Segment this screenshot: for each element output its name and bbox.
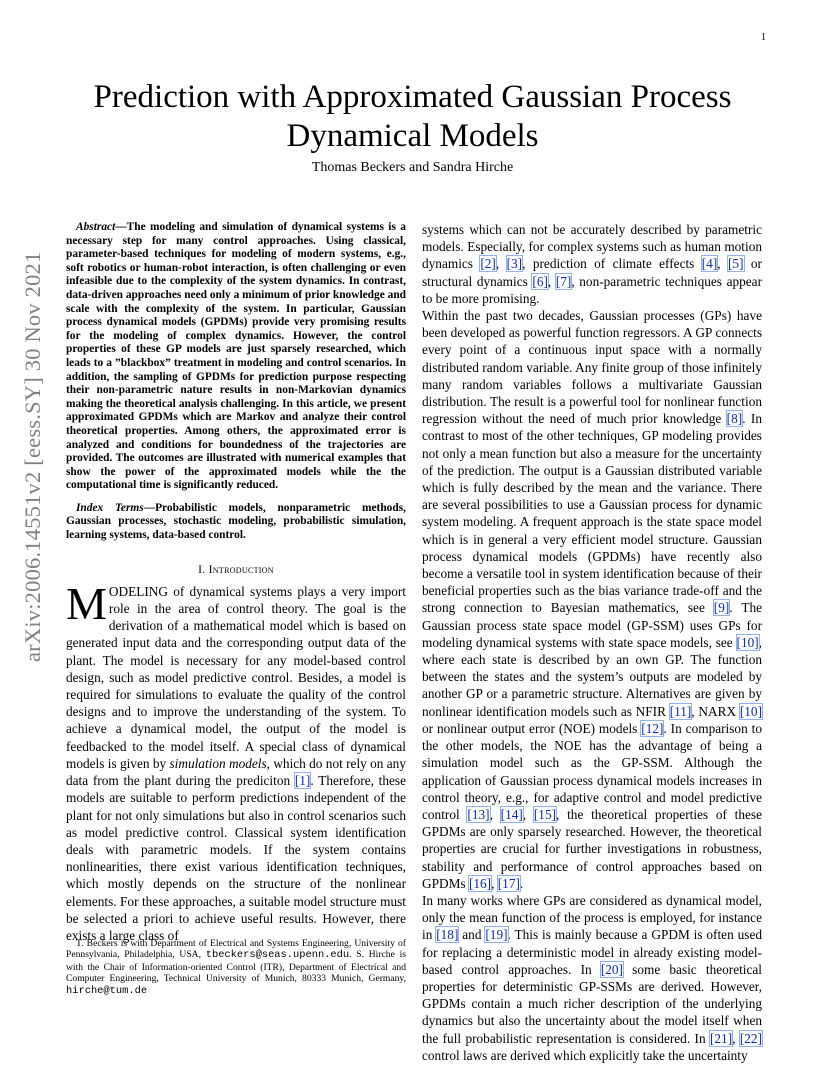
page-number: 1 (761, 32, 766, 43)
citation-link[interactable]: [16] (468, 875, 492, 891)
citation-link[interactable]: [7] (555, 273, 572, 289)
left-column (66, 221, 406, 944)
intro-smallcaps: ODELING (108, 583, 168, 599)
email-link[interactable]: tbeckers@seas.upenn.edu (205, 949, 350, 962)
right-column (422, 221, 762, 1064)
arxiv-identifier: arXiv:2006.14551v2 [eess.SY] 30 Nov 2021 (20, 251, 45, 662)
abstract (66, 221, 406, 493)
citation-link[interactable]: [6] (532, 273, 548, 289)
authors: Thomas Beckers and Sandra Hirche (311, 160, 514, 175)
paper-title: Prediction with Approximated Gaussian Process Dynamical Models (93, 79, 732, 154)
citation-link[interactable]: [11] (669, 703, 692, 719)
section-heading-introduction: I. Introduction (198, 562, 274, 576)
citation-link[interactable]: [22] (739, 1030, 762, 1046)
emphasis-simulation-models: simulation models (169, 755, 267, 771)
citation-link[interactable]: [2] (480, 256, 496, 272)
citation-link[interactable]: [9] (713, 600, 730, 616)
citation-link[interactable]: [4] (701, 256, 718, 272)
citation-link[interactable]: [10] (739, 703, 762, 719)
abstract-text: —The modeling and simulation of dynamical systems is a necessary step for many control approaches. Using classical, parameter-based techniques for modeling of modern systems, e.g., soft robotics or human-robot interaction, is often challenging or even infeasible due to the complexity of the system dynamics. In contrast, data-driven approaches need only a minimum of prior knowledge and scale with the complexity of the system. In particular, Gaussian process dynamical models (GPDMs) provide very promising results for the modeling of complex dynamics. However, the control properties of these GP models are just sparsely researched, which leads to a ”blackbox” treatment in modeling and control scenarios. In addition, the sampling of GPDMs for prediction purpose respecting their non-parametric nature results in non-Markovian dynamics making the theoretical analysis challenging. In this article, we present approximated GPDMs which are Markov and analyze their control theoretical properties. Among others, the approximated error is analyzed and conditions for boundedness of the trajectories are provided. The outcomes are illustrated with numerical examples that show the power of the approximated models while the the computational time is significantly reduced. (66, 221, 406, 492)
citation-link[interactable]: [17] (497, 875, 520, 891)
citation-link[interactable]: [3] (506, 256, 523, 272)
email-link[interactable]: hirche@tum.de (66, 984, 148, 997)
index-terms (66, 502, 406, 543)
citation-link[interactable]: [8] (726, 411, 743, 427)
index-terms-text: —Probabilistic models, nonparametric methods, Gaussian processes, stochastic modeling, probabilistic simulation, learning systems, data-based control. (66, 501, 406, 542)
abstract-label: Abstract (76, 221, 116, 233)
citation-link[interactable]: [21] (709, 1030, 733, 1046)
intro-paragraph-1-cont: systems which can not be accurately described by parametric models. Especially, for complex systems such as human motion dynamics [2], [3], prediction of climate effects [4], [5] or structural dynamics [6], [7], non-parametric techniques appear to be more promising. (422, 222, 763, 306)
citation-link[interactable]: [10] (736, 634, 759, 650)
citation-link[interactable]: [14] (500, 806, 523, 822)
citation-link[interactable]: [5] (728, 256, 744, 272)
citation-link[interactable]: [19] (485, 927, 508, 943)
index-terms-label: Index Terms (76, 501, 144, 514)
intro-paragraph-2: Within the past two decades, Gaussian processes (GPs) have been developed as powerful function regressors. A GP connects every point of a continuous input space with a normally distributed random variable. Any finite group of those infinitely many random variables follows a multivariate Gaussian distribution. The result is a powerful tool for nonlinear function regression without the need of much prior knowledge [8]. In contrast to most of the other techniques, GP modeling provides not only a mean function but also a measure for the uncertainty of the prediction. The output is a Gaussian distributed variable which is fully described by the mean and the variance. There are several possibilities to use a Gaussian process for dynamic system modeling. A frequent approach is the state space model which is in general a very efficient model structure. Gaussian process dynamical models (GPDMs) have recently also become a versatile tool in system identification because of their beneficial properties such as the bias variance trade-off and the strong connection to Bayesian mathematics, see [9]. The Gaussian process state space model (GP-SSM) uses GPs for modeling dynamical systems with state space models, see [10], where each state is described by an own GP. The function between the states and the system’s outputs are modeled by another GP or a parametric structure. Alternatives are given by nonlinear identification models such as NFIR [11], NARX [10] or nonlinear output error (NOE) models [12]. In comparison to the other models, the NOE has the advantage of being a simulation model such as the GP-SSM. Although the application of Gaussian process dynamical models increases in control theory, e.g., for adaptive control and model predictive control [13], [14], [15], the theoretical properties of these GPDMs are only sparsely researched. However, the theoretical properties are crucial for further investigations in robustness, stability and performance of control approaches based on GPDMs [16], [17]. (422, 308, 762, 891)
citation-link[interactable]: [18] (436, 927, 459, 943)
citation-link[interactable]: [13] (467, 806, 490, 822)
intro-paragraph-3: In many works where GPs are considered as dynamical model, only the mean function of the process is employed, for instance in [18] and [19]. This is mainly because a GPDM is often used for replacing a deterministic model in already existing model-based control approaches. In [20] some basic theoretical properties for deterministic GP-SSMs are derived. However, GPDMs contain a much richer description of the underlying dynamics but also the uncertainty about the model itself when the full probabilistic representation is considered. In [21], [22] control laws are derived which explicitly take the uncertainty (422, 892, 762, 1063)
citation-link[interactable]: [12] (641, 720, 664, 736)
citation-link[interactable]: [15] (533, 806, 557, 822)
intro-paragraph-1: MODELING of dynamical systems plays a very import role in the area of control theory. The goal is the derivation of a mathematical model which is based on generated input data and the corresponding output data of the plant. The model is necessary for any model-based control design, such as model predictive control. Besides, a model is required for simulations to evaluate the quality of the control designs and to improve the understanding of the system. To achieve a dynamical model, the output of the model is feedbacked to the model itself. A special class of dynamical models is given by simulation models, which do not rely on any data from the plant during the prediciton [1]. Therefore, these models are suitable to perform predictions independent of the plant for not only simulations but also in control scenarios such as model predictive control. Classical system identification deals with parametric models. If the system contains nonlinearities, there exist various identification techniques, which mostly depends on the structure of the nonlinear elements. For these approaches, a suitable model structure must be selected a priori to achieve useful results. However, there exists a large class of (66, 577, 406, 943)
citation-link[interactable]: [20] (600, 961, 623, 977)
author-footnote: T. Beckers is with Department of Electrical and Systems Engineering, University of Pennsylvania, Philadelphia, USA, tbeckers@seas.upenn.edu. S. Hirche is with the Chair of Information-oriented Control (ITR), Department of Electrical and Computer Engineering, Technical University of Munich, 80333 Munich, Germany, hirche@tum.de (66, 938, 406, 997)
drop-cap: M (66, 577, 107, 629)
citation-link[interactable]: [1] (294, 773, 311, 789)
